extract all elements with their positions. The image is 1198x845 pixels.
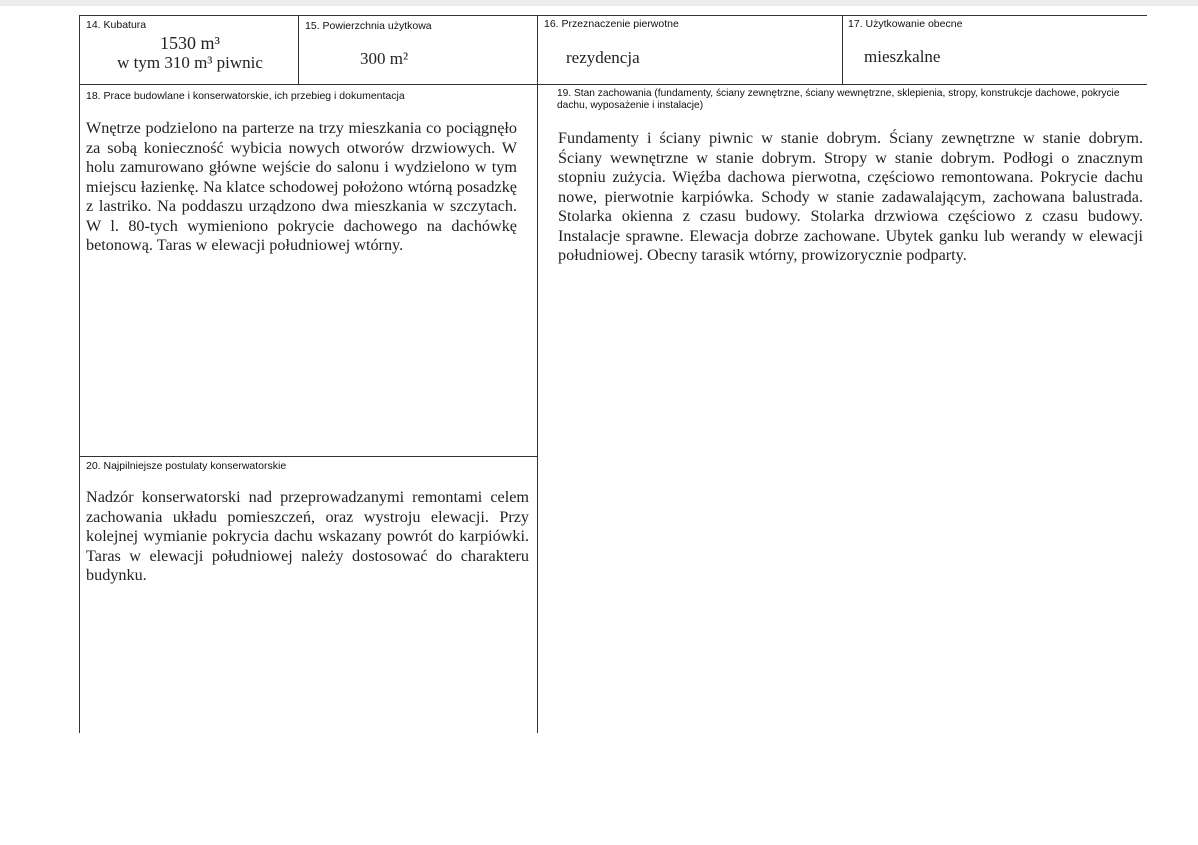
field-20-label: 20. Najpilniejsze postulaty konserwatorskie — [86, 460, 287, 472]
row1-bottom-border — [79, 84, 1147, 85]
scan-top-edge — [0, 0, 1198, 6]
field-14-value-line1: 1530 m³ — [160, 33, 220, 53]
section20-top-border — [79, 456, 537, 457]
col-divider-14-15 — [298, 15, 299, 85]
field-15-value: 300 m² — [360, 49, 409, 68]
table-left-border — [79, 15, 80, 733]
field-16-label: 16. Przeznaczenie pierwotne — [544, 18, 679, 30]
col-divider-main — [537, 15, 538, 733]
field-19-label: 19. Stan zachowania (fundamenty, ściany zewnętrzne, ściany wewnętrzne, sklepienia, stropy, konstrukcje dachowe, pokrycie dachu, wyposażenie i instalacje) — [557, 88, 1120, 111]
field-14-value-line2: w tym 310 m³ piwnic — [117, 53, 263, 72]
field-18-label: 18. Prace budowlane i konserwatorskie, ich przebieg i dokumentacja — [86, 90, 405, 102]
field-15-label: 15. Powierzchnia użytkowa — [305, 20, 432, 32]
field-16-value: rezydencja — [566, 48, 640, 67]
table-top-border — [79, 15, 1147, 16]
field-18-text: Wnętrze podzielono na parterze na trzy mieszkania co pociągnęło za sobą konieczność wybicia nowych otworów drzwiowych. W holu zamurowano główne wejście do salonu i wydzielono w tym miejscu łazienkę. Na klatce schodowej położono wtórną posadzkę z lastriko. Na poddaszu urządzono dwa mieszkania w szczytach. W l. 80-tych wymieniono pokrycie dachowego na dachówkę betonową. Taras w elewacji południowej wtórny. — [86, 119, 517, 254]
field-17-value: mieszkalne — [864, 47, 941, 66]
field-20-text: Nadzór konserwatorski nad przeprowadzanymi remontami celem zachowania układu pomieszczeń, oraz wystroju elewacji. Przy kolejnej wymianie pokrycia dachu wskazany powrót do karpiówki. Taras w elewacji południowej należy dostosować do charakteru budynku. — [86, 488, 529, 584]
field-17-label: 17. Użytkowanie obecne — [848, 18, 963, 30]
field-19-text: Fundamenty i ściany piwnic w stanie dobrym. Ściany zewnętrzne w stanie dobrym. Ściany wewnętrzne w stanie dobrym. Stropy w stanie dobrym. Podłogi o znacznym stopniu zużycia. Więźba dachowa pierwotna, częściowo remontowana. Pokrycie dachu nowe, pierwotnie karpiówka. Schody w stanie zadawalającym, zachowana balustrada. Stolarka okienna z czasu budowy. Stolarka drzwiowa częściowo z czasu budowy. Instalacje sprawne. Elewacja dobrze zachowane. Ubytek ganku lub werandy w elewacji południowej. Obecny tarasik wtórny, prowizorycznie podparty. — [558, 129, 1143, 264]
field-14-label: 14. Kubatura — [86, 19, 147, 31]
col-divider-16-17 — [842, 15, 843, 85]
